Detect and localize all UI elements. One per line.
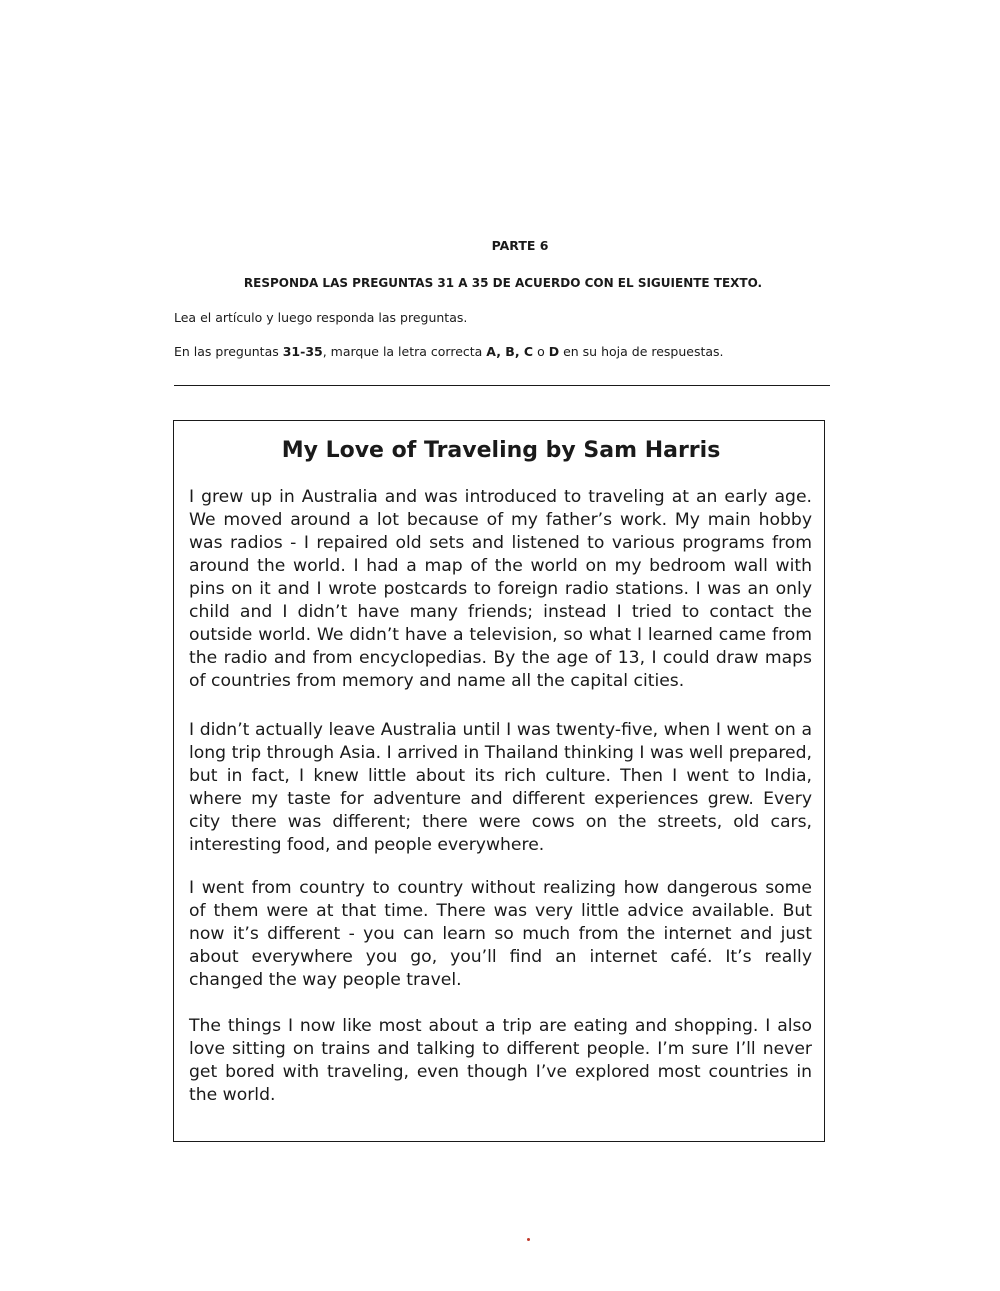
divider-line <box>174 385 830 386</box>
article-paragraph-1: I grew up in Australia and was introduced to traveling at an early age. We moved around a lot because of my father’s work. My main hobby was radios - I repaired old sets and listened to various programs from around the world. I had a map of the world on my bedroom wall with pins on it and I wrote postcards to foreign radio stations. I was an only child and I didn’t have many friends; instead I tried to contact the outside world. We didn’t have a television, so what I learned came from the radio and from encyclopedias. By the age of 13, I could draw maps of countries from memory and name all the capital cities. <box>189 487 812 691</box>
answer-note-suffix: en su hoja de respuestas. <box>559 344 724 359</box>
answer-note-prefix: En las preguntas <box>174 344 283 359</box>
answer-note <box>174 344 724 359</box>
instruction-heading: RESPONDA LAS PREGUNTAS 31 A 35 DE ACUERDO CON EL SIGUIENTE TEXTO. <box>243 276 763 290</box>
article-paragraph-4: The things I now like most about a trip are eating and shopping. I also love sitting on trains and talking to different people. I’m sure I’ll never get bored with traveling, even though I’ve explored most countries in the world. <box>189 1016 812 1105</box>
answer-letters: A, B, C <box>486 344 534 359</box>
article-title: My Love of Traveling by Sam Harris <box>281 438 721 463</box>
scan-mark <box>527 1238 530 1241</box>
article-paragraph-2: I didn’t actually leave Australia until I was twenty-five, when I went on a long trip through Asia. I arrived in Thailand thinking I was well prepared, but in fact, I knew little about its rich culture. Then I went to India, where my taste for adventure and different experiences grew. Every city there was different; there were cows on the streets, old cars, interesting food, and people everywhere. <box>189 720 812 855</box>
article-paragraph-3: I went from country to country without realizing how dangerous some of them were at that time. There was very little advice available. But now it’s different - you can learn so much from the internet and just about everywhere you go, you’ll find an internet café. It’s really changed the way people travel. <box>189 878 812 990</box>
answer-note-middle: , marque la letra correcta <box>322 344 487 359</box>
section-title: PARTE 6 <box>491 238 549 253</box>
reading-note: Lea el artículo y luego responda las preguntas. <box>174 310 468 325</box>
answer-note-or: o <box>533 344 549 359</box>
question-range: 31-35 <box>282 344 323 359</box>
answer-letter-d: D <box>548 344 560 359</box>
